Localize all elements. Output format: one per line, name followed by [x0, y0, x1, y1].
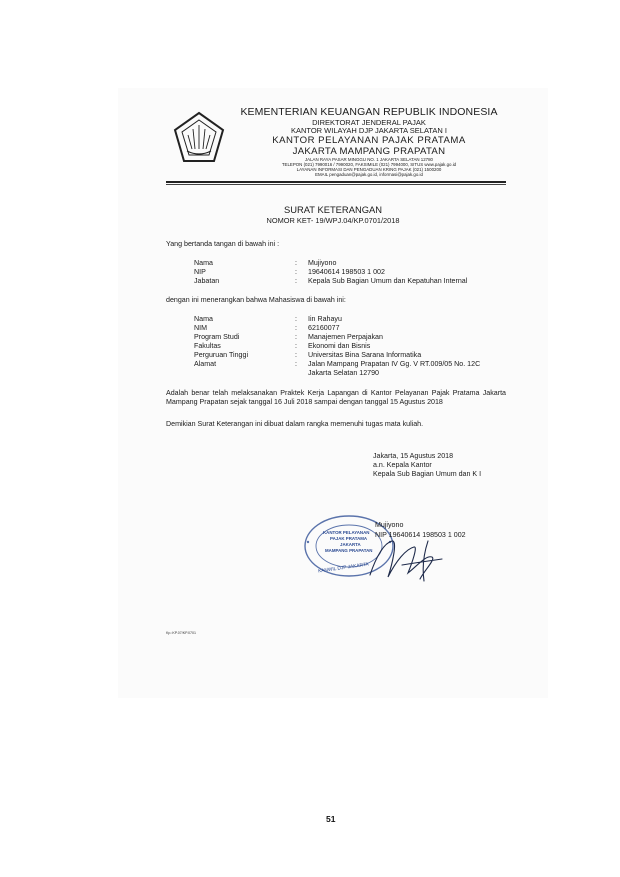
- header-directorate: DIREKTORAT JENDERAL PAJAK: [312, 118, 426, 127]
- body-paragraph: Adalah benar telah melaksanakan Praktek Kerja Lapangan di Kantor Pelayanan Pajak Pratama Jakarta Mampang Prapatan sejak tanggal 16 Juli 2018 sampai dengan tanggal 15 Agustus 2018: [166, 389, 506, 406]
- stamp-line4: MAMPANG PRAPATAN: [325, 548, 373, 553]
- student-address-label: Alamat: [194, 360, 217, 368]
- stamp-line2: PAJAK PRATAMA: [330, 536, 368, 541]
- student-program-value: Manajemen Perpajakan: [308, 333, 383, 341]
- signer-position-label: Jabatan: [194, 277, 220, 285]
- header-divider-thin: [166, 184, 506, 185]
- header-email: EMAIL pengaduan@pajak.go.id, informasi@pajak.go.id: [315, 172, 423, 177]
- colon: :: [295, 360, 297, 368]
- header-phone: TELEPON (021) 7990016 / 7990020, FAKSIMILE (021) 7994000, SITUS www.pajak.go.id: [281, 162, 457, 167]
- colon: :: [295, 342, 297, 350]
- letter-title: SURAT KETERANGAN: [283, 204, 383, 215]
- intro-text: Yang bertanda tangan di bawah ini :: [166, 240, 280, 248]
- stamp-line1: KANTOR PELAYANAN: [323, 530, 370, 535]
- student-address-value: Jalan Mampang Prapatan IV Gg. V RT.009/05 No. 12C: [308, 360, 481, 368]
- header-regional-office: KANTOR WILAYAH DJP JAKARTA SELATAN I: [290, 126, 447, 135]
- colon: :: [295, 277, 297, 285]
- header-address: JALAN RAYA PASAR MINGGU NO. 1 JAKARTA SELATAN 12780: [304, 157, 434, 162]
- student-faculty-label: Fakultas: [194, 342, 221, 350]
- signer-nip-label: NIP: [194, 268, 206, 276]
- handwritten-signature: [362, 535, 457, 585]
- signer-position-value: Kepala Sub Bagian Umum dan Kepatuhan Internal: [308, 277, 468, 285]
- colon: :: [295, 351, 297, 359]
- header-divider: [166, 181, 506, 183]
- stamp-ring-text: KANWIL DJP JAKARTA: [317, 562, 370, 575]
- student-program-label: Program Studi: [194, 333, 240, 341]
- statement-text: dengan ini menerangkan bahwa Mahasiswa di bawah ini:: [166, 296, 346, 304]
- closing-paragraph: Demikian Surat Keterangan ini dibuat dalam rangka memenuhi tugas mata kuliah.: [166, 420, 424, 428]
- student-name-value: Iin Rahayu: [308, 315, 342, 323]
- student-university-value: Universitas Bina Sarana Informatika: [308, 351, 422, 359]
- signer-name-label: Nama: [194, 259, 213, 267]
- letter-number: NOMOR KET- 19/WPJ.04/KP.0701/2018: [266, 216, 400, 225]
- header-office: KANTOR PELAYANAN PAJAK PRATAMA: [272, 135, 466, 146]
- student-nim-label: NIM: [194, 324, 208, 332]
- student-nim-value: 62160077: [308, 324, 340, 332]
- stamp-line3: JAKARTA: [340, 542, 361, 547]
- page-number: 51: [326, 814, 336, 824]
- header-hotline: LAYANAN INFORMASI DAN PENGADUAN KRING PAJAK (021) 1500200: [296, 167, 442, 172]
- colon: :: [295, 259, 297, 267]
- signature-nip: NIP 19640614 198503 1 002: [375, 531, 466, 539]
- ministry-logo: [171, 111, 227, 167]
- signer-name-value: Mujiyono: [308, 259, 337, 267]
- header-ministry: KEMENTERIAN KEUANGAN REPUBLIK INDONESIA: [240, 106, 498, 118]
- student-name-label: Nama: [194, 315, 213, 323]
- footer-code: Kp.:KP.07/KP.0701: [166, 631, 197, 635]
- on-behalf: a.n. Kepala Kantor: [373, 461, 432, 469]
- student-faculty-value: Ekonomi dan Bisnis: [308, 342, 371, 350]
- signer-nip-value: 19640614 198503 1 002: [308, 268, 385, 276]
- signature-name: Mujiyono: [375, 521, 404, 529]
- colon: :: [295, 315, 297, 323]
- student-university-label: Perguruan Tinggi: [194, 351, 249, 359]
- student-address-line2: Jakarta Selatan 12790: [308, 369, 379, 377]
- colon: :: [295, 324, 297, 332]
- header-office-location: JAKARTA MAMPANG PRAPATAN: [292, 146, 446, 157]
- colon: :: [295, 333, 297, 341]
- colon: :: [295, 268, 297, 276]
- place-date: Jakarta, 15 Agustus 2018: [373, 452, 454, 460]
- signer-title: Kepala Sub Bagian Umum dan K I: [373, 470, 482, 478]
